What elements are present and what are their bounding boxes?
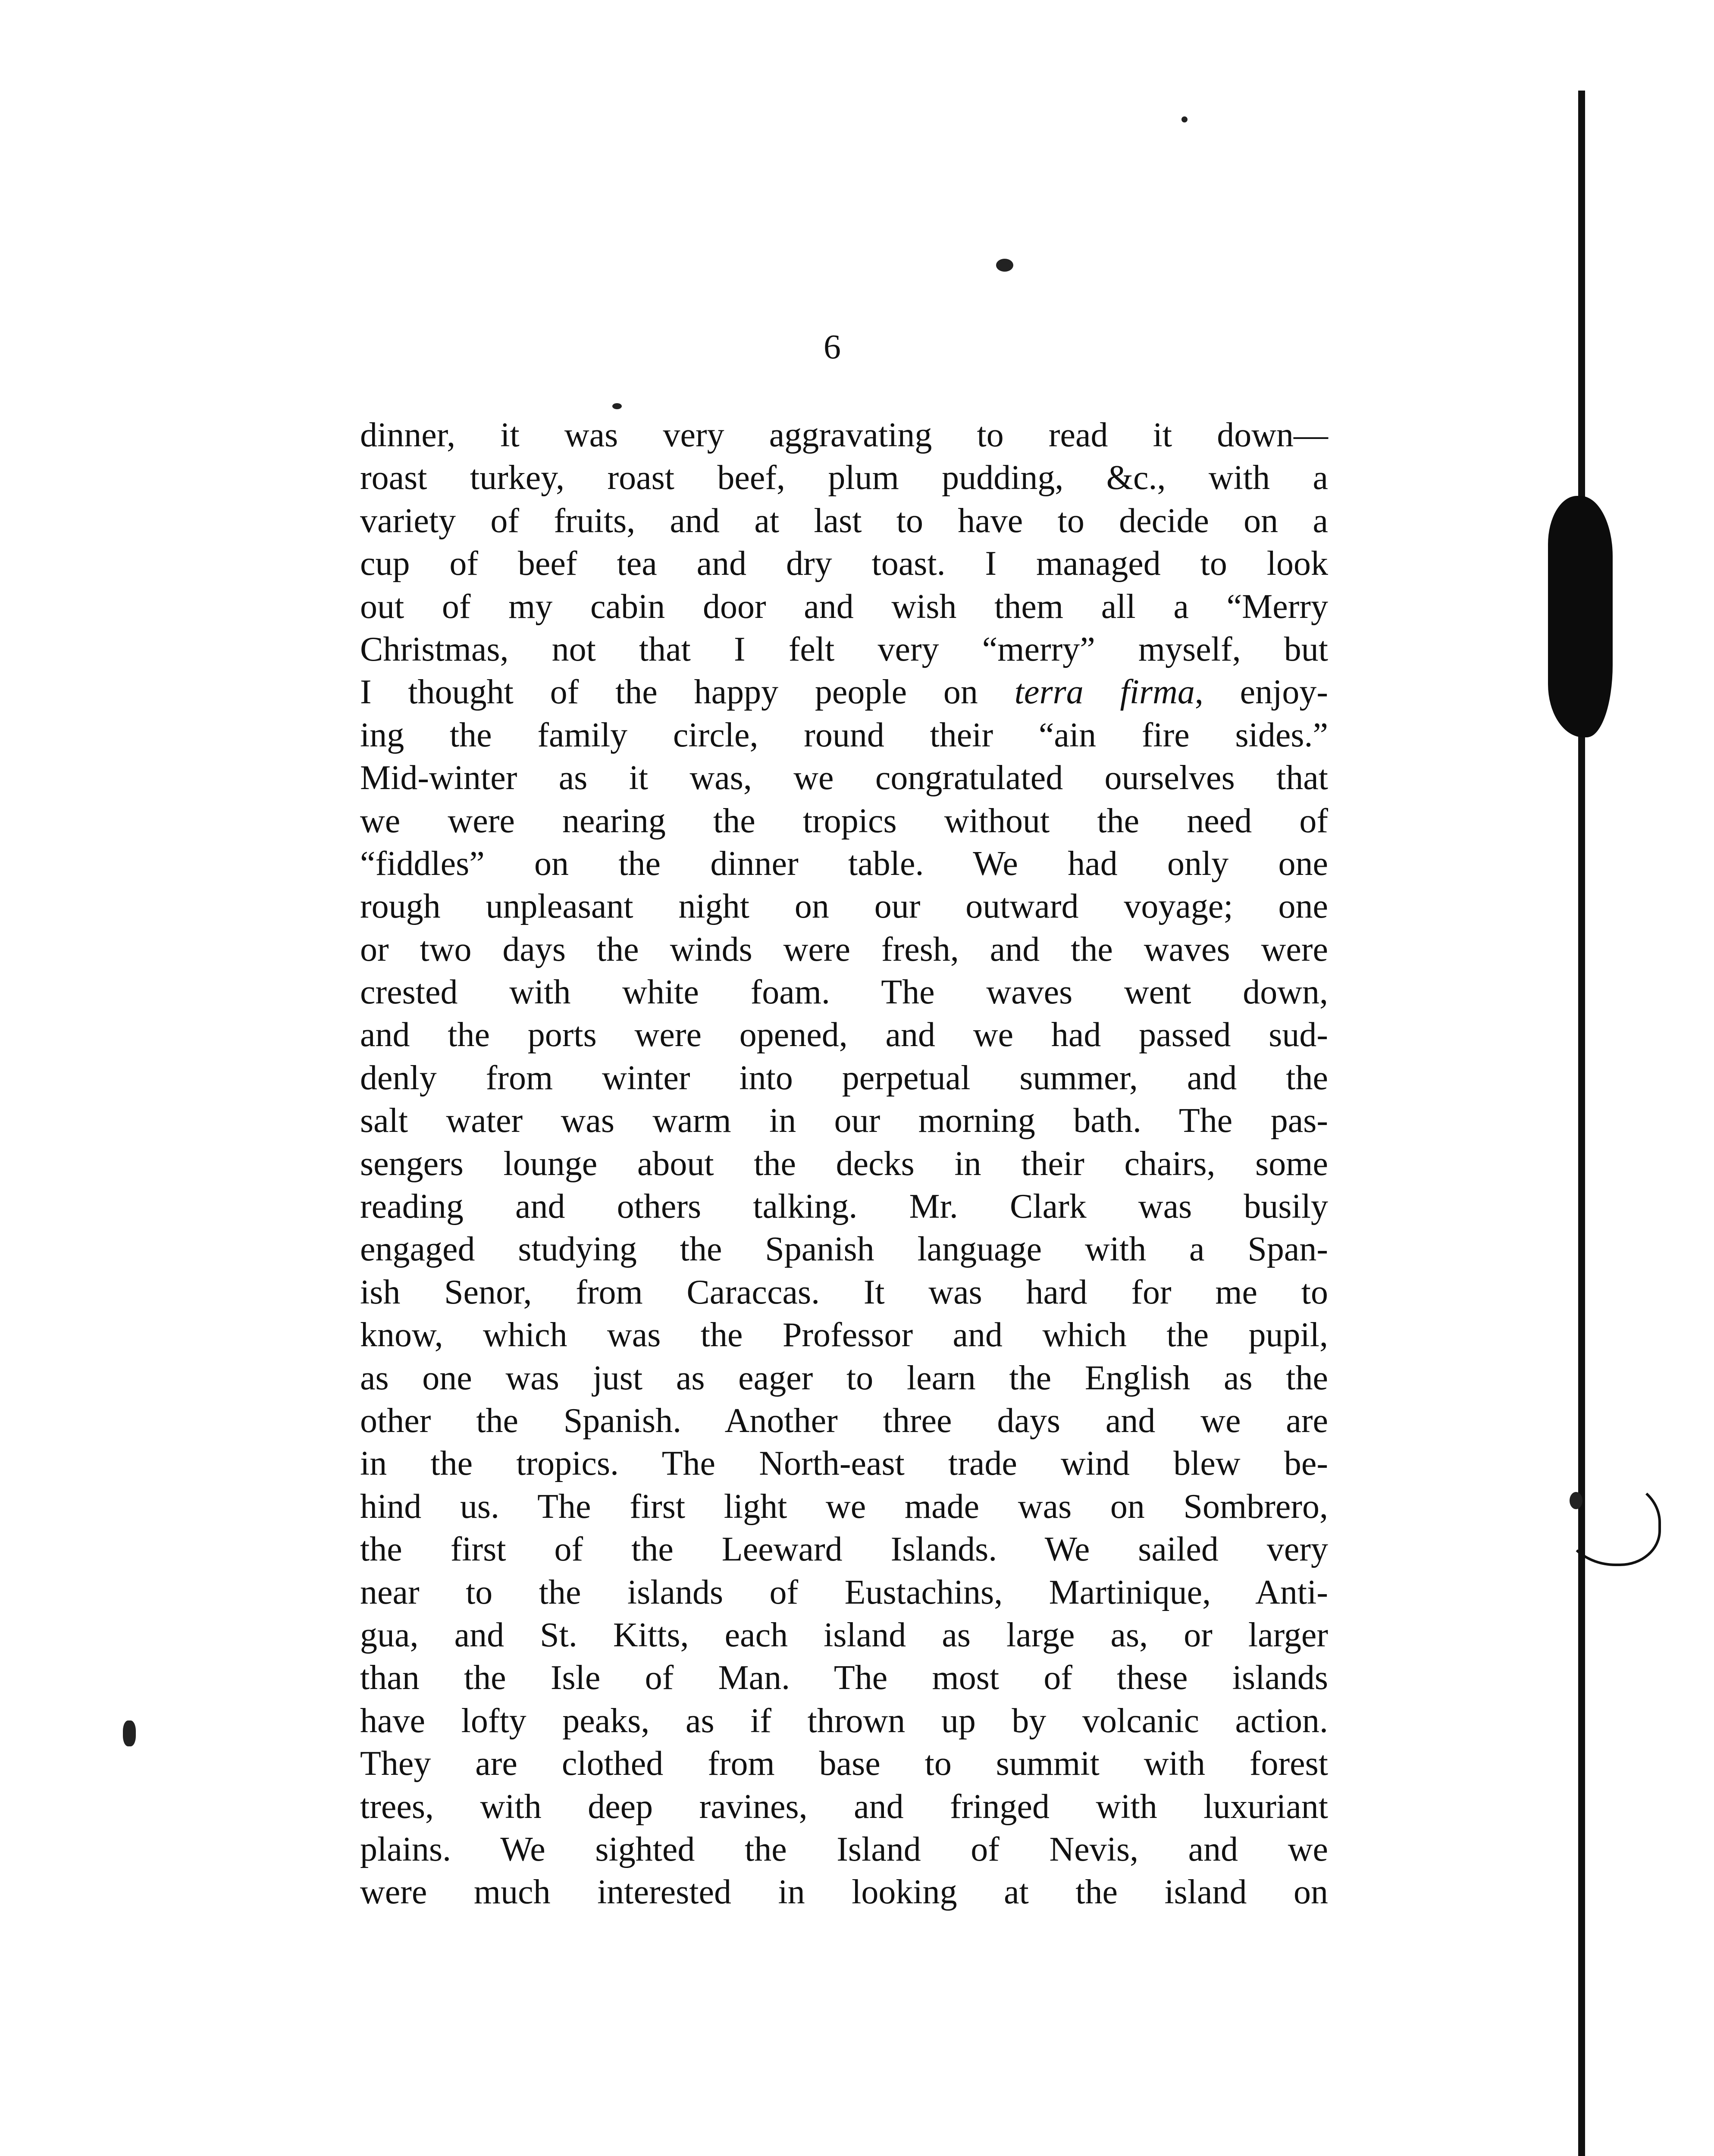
- text-line: other the Spanish. Another three days and we are: [360, 1401, 1328, 1440]
- text-line: ish Senor, from Caraccas. It was hard for me to: [360, 1273, 1328, 1311]
- text-line: denly from winter into perpetual summer, and the: [360, 1059, 1328, 1097]
- text-line: [360, 671, 1328, 714]
- text-line: out of my cabin door and wish them all a “Merry: [360, 587, 1328, 626]
- text-line: reading and others talking. Mr. Clark was busily: [360, 1188, 1328, 1226]
- text-line: crested with white foam. The waves went down,: [360, 973, 1328, 1012]
- text-line: dinner, it was very aggravating to read it down—: [360, 416, 1328, 454]
- text-line: They are clothed from base to summit with forest: [360, 1745, 1328, 1783]
- text-line: gua, and St. Kitts, each island as large as, or larger: [360, 1616, 1328, 1654]
- body-text: [360, 414, 1328, 1914]
- page-number: 6: [824, 328, 841, 366]
- text-line: Mid-winter as it was, we congratulated ourselves that: [360, 759, 1328, 797]
- text-line-head: I thought of the happy people on: [360, 673, 1015, 711]
- text-line: or two days the winds were fresh, and the waves were: [360, 930, 1328, 968]
- ink-blot: [1548, 496, 1613, 737]
- speck-mark: [612, 403, 622, 409]
- text-line: Christmas, not that I felt very “merry” myself, but: [360, 630, 1328, 668]
- text-line-tail: , enjoy-: [1194, 673, 1329, 711]
- text-line: were much interested in looking at the island on: [360, 1873, 1328, 1912]
- text-line: variety of fruits, and at last to have to decide on a: [360, 501, 1328, 540]
- text-line: than the Isle of Man. The most of these islands: [360, 1659, 1328, 1697]
- text-line: salt water was warm in our morning bath. The pas-: [360, 1102, 1328, 1140]
- text-line: and the ports were opened, and we had passed sud-: [360, 1016, 1328, 1054]
- text-line: trees, with deep ravines, and fringed with luxuriant: [360, 1787, 1328, 1826]
- text-line: we were nearing the tropics without the need of: [360, 802, 1328, 840]
- binding-edge: [1578, 91, 1585, 2156]
- text-line: “fiddles” on the dinner table. We had only one: [360, 844, 1328, 883]
- speck-mark: [1570, 1492, 1582, 1509]
- text-line: ing the family circle, round their “ain fire sides.”: [360, 716, 1328, 754]
- text-line: engaged studying the Spanish language with a Span-: [360, 1230, 1328, 1269]
- speck-mark: [1181, 116, 1188, 122]
- text-line: as one was just as eager to learn the English as the: [360, 1359, 1328, 1397]
- text-line: near to the islands of Eustachins, Martinique, Anti-: [360, 1573, 1328, 1611]
- speck-mark: [123, 1720, 136, 1746]
- text-line: sengers lounge about the decks in their chairs, some: [360, 1144, 1328, 1183]
- text-line: the first of the Leeward Islands. We sailed very: [360, 1530, 1328, 1569]
- text-line: plains. We sighted the Island of Nevis, and we: [360, 1830, 1328, 1868]
- speck-mark: [996, 259, 1013, 272]
- text-line: roast turkey, roast beef, plum pudding, &c., with a: [360, 459, 1328, 497]
- text-line: have lofty peaks, as if thrown up by volcanic action.: [360, 1702, 1328, 1740]
- text-line: rough unpleasant night on our outward voyage; one: [360, 887, 1328, 926]
- text-line: cup of beef tea and dry toast. I managed to look: [360, 545, 1328, 583]
- text-line: hind us. The first light we made was on Sombrero,: [360, 1487, 1328, 1526]
- text-line: in the tropics. The North-east trade wind blew be-: [360, 1445, 1328, 1483]
- text-line: know, which was the Professor and which the pupil,: [360, 1316, 1328, 1354]
- italic-phrase: terra firma: [1014, 673, 1195, 711]
